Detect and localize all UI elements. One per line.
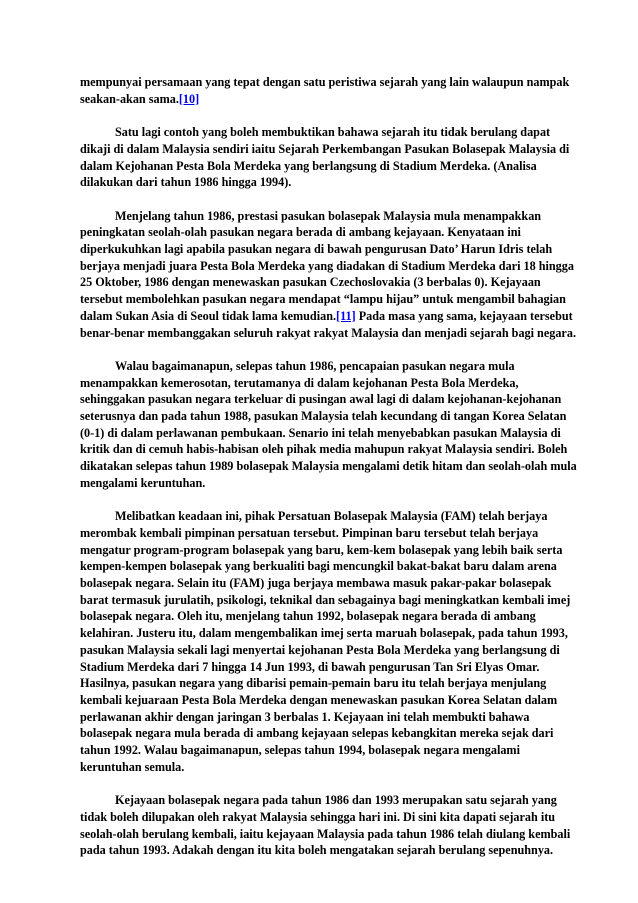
document-body (80, 74, 580, 859)
paragraph-text: Kejayaan bolasepak negara pada tahun 1986 dan 1993 merupakan satu sejarah yang tidak boleh dilupakan oleh rakyat Malaysia sehingga hari ini. Di sini kita dapati sejarah itu seolah-olah berulang kembali, iaitu kejayaan Malaysia pada tahun 1986 telah diulang kembali pada tahun 1993. Adakah dengan itu kita boleh mengatakan sejarah berulang sepenuhnya. (80, 793, 571, 858)
paragraph-example (80, 124, 580, 191)
paragraph-decline (80, 358, 580, 492)
paragraph-text: Satu lagi contoh yang boleh membuktikan bahawa sejarah itu tidak berulang dapat dikaji di dalam Malaysia sendiri iaitu Sejarah Perkembangan Pasukan Bolasepak Malaysia di dalam Kejohanan Pesta Bola Merdeka yang berlangsung di Stadium Merdeka. (Analisa dilakukan dari tahun 1986 hingga 1994). (80, 125, 570, 190)
paragraph-text: Menjelang tahun 1986, prestasi pasukan bolasepak Malaysia mula menampakkan peningkatan seolah-olah pasukan negara berada di ambang kejayaan. Kenyataan ini diperkukuhkan lagi apabila pasukan negara di bawah pengurusan Dato’ Harun Idris telah berjaya menjadi juara Pesta Bola Merdeka yang diadakan di Stadium Merdeka dari 18 hingga 25 Oktober, 1986 dengan menewaskan pasukan Czechoslovakia (3 berbalas 0). Kejayaan tersebut membolehkan pasukan negara mendapat “lampu hijau” untuk mengambil bahagian dalam Sukan Asia di Seoul tidak lama kemudian. (80, 208, 574, 323)
footnote-ref-11[interactable]: [11] (336, 308, 356, 323)
paragraph-text: Walau bagaimanapun, selepas tahun 1986, pencapaian pasukan negara mula menampakkan kemerosotan, terutamanya di dalam kejohanan Pesta Bola Merdeka, sehinggakan pasukan negara terkeluar di pusingan awal lagi di dalam kejohanan-kejohanan seterusnya dan pada tahun 1988, pasukan Malaysia telah kecundang di tangan Korea Selatan (0-1) di dalam perlawanan pembukaan. Senario ini telah menyebabkan pasukan Malaysia di kritik dan di cemuh habis-habisan oleh pihak media mahupun rakyat Malaysia sendiri. Boleh dikatakan selepas tahun 1989 bolasepak Malaysia mengalami detik hitam dan seolah-olah mula mengalami keruntuhan. (80, 358, 577, 490)
paragraph-conclusion (80, 792, 580, 859)
paragraph-text: mempunyai persamaan yang tepat dengan satu peristiwa sejarah yang lain walaupun nampak seakan-akan sama. (80, 75, 570, 106)
paragraph-continuation (80, 74, 580, 107)
paragraph-fam (80, 508, 580, 775)
paragraph-1986 (80, 208, 580, 342)
paragraph-text: Melibatkan keadaan ini, pihak Persatuan Bolasepak Malaysia (FAM) telah berjaya merombak kembali pimpinan persatuan tersebut. Pimpinan baru tersebut telah berjaya mengatur program-program bolasepak yang baru, kem-kem bolasepak yang lebih baik serta kempen-kempen bolasepak yang berkualiti bagi mencungkil bakat-bakat baru dalam arena bolasepak negara. Selain itu (FAM) juga berjaya membawa masuk pakar-pakar bolasepak barat termasuk jurulatih, psikologi, teknikal dan sebagainya bagi meningkatkan kembali imej bolasepak negara. Oleh itu, menjelang tahun 1992, bolasepak negara berada di ambang kelahiran. Justeru itu, dalam mengembalikan imej serta maruah bolasepak, pada tahun 1993, pasukan Malaysia sekali lagi menyertai kejohanan Pesta Bola Merdeka yang berlangsung di Stadium Merdeka dari 7 hingga 14 Jun 1993, di bawah pengurusan Tan Sri Elyas Omar. Hasilnya, pasukan negara yang dibarisi pemain-pemain baru itu telah berjaya menjulang kembali kejuaraan Pesta Bola Merdeka dengan menewaskan pasukan Korea Selatan dalam perlawanan akhir dengan jaringan 3 berbalas 1. Kejayaan ini telah membukti bahawa bolasepak negara mula berada di ambang kejayaan selepas kebangkitan mereka sejak dari tahun 1992. Walau bagaimanapun, selepas tahun 1994, bolasepak negara mengalami keruntuhan semula. (80, 509, 571, 774)
paragraph-text: Pada masa yang sama, kejayaan tersebut benar-benar membanggakan seluruh rakyat rakyat Malaysia dan menjadi sejarah bagi negara. (80, 308, 576, 340)
footnote-ref-10[interactable]: [10] (178, 91, 200, 106)
